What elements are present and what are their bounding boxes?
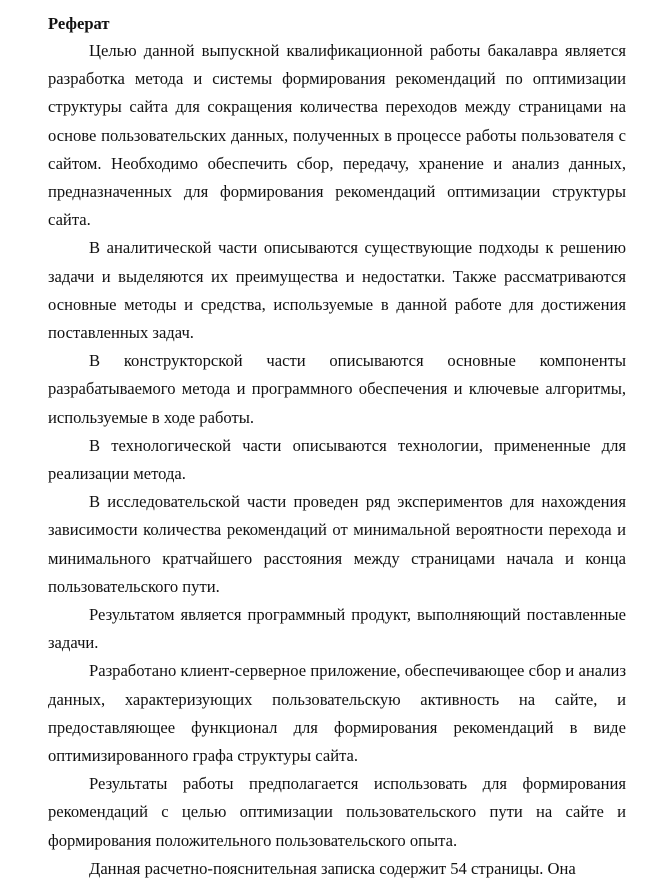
paragraph-usage: Результаты работы предполагается использовать для формирования рекомендаций с целью оптимизации пользовательского пути на сайте и формирования положительного пользовательского опыта. (48, 774, 626, 850)
paragraph-result: Результатом является программный продукт, выполняющий поставленные задачи. (48, 605, 626, 653)
paragraph-application: Разработано клиент-серверное приложение, обеспечивающее сбор и анализ данных, характеризующих пользовательскую активность на сайте, и предоставляющее функционал для формирования рекомендаций в виде оптимизированного графа структуры сайта. (48, 661, 626, 766)
paragraph-research: В исследовательской части проведен ряд экспериментов для нахождения зависимости количества рекомендаций от минимальной вероятности перехода и минимального кратчайшего расстояния между страницами начала и конца пользовательского пути. (48, 492, 626, 596)
paragraph-volume: Данная расчетно-пояснительная записка содержит 54 страницы. Она (89, 858, 576, 878)
paragraph-analytical: В аналитической части описываются существующие подходы к решению задачи и выделяются их преимущества и недостатки. Также рассматриваются основные методы и средства, используемые в данной работе для достижения поставленных задач. (48, 238, 626, 343)
paragraph-goal: Целью данной выпускной квалификационной работы бакалавра является разработка метода и системы формирования рекомендаций по оптимизации структуры сайта для сокращения количества переходов между страницами на основе пользовательских данных, полученных в процессе работы пользователя с сайтом. Необходимо обеспечить сбор, передачу, хранение и анализ данных, предназначенных для формирования рекомендаций оптимизации структуры сайта. (48, 41, 626, 230)
paragraph-design: В конструкторской части описываются основные компоненты разрабатываемого метода и программного обеспечения и ключевые алгоритмы, используемые в ходе работы. (48, 351, 626, 427)
paragraph-technological: В технологической части описываются технологии, примененные для реализации метода. (48, 435, 626, 484)
section-heading: Реферат (48, 14, 110, 33)
